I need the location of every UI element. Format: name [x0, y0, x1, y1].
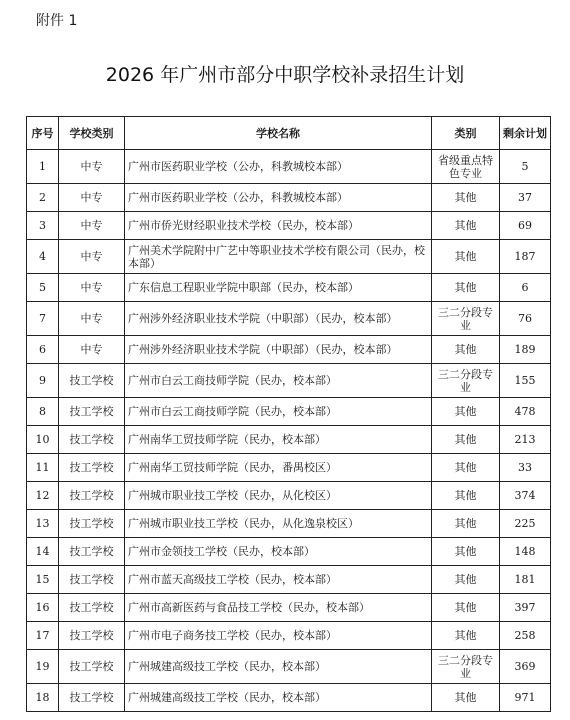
cell-remaining: 971 — [500, 684, 551, 712]
cell-category: 其他 — [432, 184, 500, 212]
cell-category: 其他 — [432, 538, 500, 566]
table-row — [27, 684, 551, 712]
cell-no: 2 — [27, 184, 59, 212]
cell-school-name: 广州市医药职业学校（公办，科教城校本部） — [125, 184, 432, 212]
cell-category: 其他 — [432, 454, 500, 482]
cell-remaining: 5 — [500, 150, 551, 184]
cell-remaining: 187 — [500, 240, 551, 274]
table-row — [27, 398, 551, 426]
cell-school-name: 广州涉外经济职业技术学院（中职部）（民办，校本部） — [125, 336, 432, 364]
table-row — [27, 336, 551, 364]
cell-no: 5 — [27, 274, 59, 302]
enrollment-plan-table — [26, 116, 551, 712]
cell-category: 其他 — [432, 274, 500, 302]
table-row — [27, 566, 551, 594]
cell-school-type: 中专 — [59, 302, 125, 336]
cell-category: 其他 — [432, 240, 500, 274]
cell-remaining: 6 — [500, 274, 551, 302]
cell-school-name: 广州市白云工商技师学院（民办，校本部） — [125, 364, 432, 398]
table-row — [27, 302, 551, 336]
cell-category: 三二分段专业 — [432, 364, 500, 398]
table-row — [27, 650, 551, 684]
cell-remaining: 69 — [500, 212, 551, 240]
table-header-row — [27, 117, 551, 150]
cell-category: 三二分段专业 — [432, 302, 500, 336]
table-row — [27, 274, 551, 302]
cell-remaining: 397 — [500, 594, 551, 622]
cell-remaining: 213 — [500, 426, 551, 454]
cell-category: 其他 — [432, 398, 500, 426]
cell-no: 4 — [27, 240, 59, 274]
cell-school-type: 技工学校 — [59, 398, 125, 426]
cell-school-type: 中专 — [59, 336, 125, 364]
cell-remaining: 155 — [500, 364, 551, 398]
cell-remaining: 148 — [500, 538, 551, 566]
cell-category: 其他 — [432, 622, 500, 650]
cell-school-name: 广州市金领技工学校（民办，校本部） — [125, 538, 432, 566]
cell-school-type: 中专 — [59, 240, 125, 274]
cell-category: 其他 — [432, 426, 500, 454]
header-category: 类别 — [432, 117, 500, 150]
cell-no: 10 — [27, 426, 59, 454]
table-body — [27, 150, 551, 712]
cell-remaining: 369 — [500, 650, 551, 684]
cell-no: 9 — [27, 364, 59, 398]
cell-no: 3 — [27, 212, 59, 240]
cell-remaining: 189 — [500, 336, 551, 364]
cell-school-name: 广州市高新医药与食品技工学校（民办，校本部） — [125, 594, 432, 622]
cell-school-type: 技工学校 — [59, 594, 125, 622]
table-row — [27, 594, 551, 622]
cell-school-name: 广东信息工程职业学院中职部（民办，校本部） — [125, 274, 432, 302]
cell-school-name: 广州市电子商务技工学校（民办，校本部） — [125, 622, 432, 650]
cell-school-type: 技工学校 — [59, 684, 125, 712]
cell-no: 16 — [27, 594, 59, 622]
cell-school-type: 技工学校 — [59, 566, 125, 594]
cell-no: 6 — [27, 336, 59, 364]
cell-school-type: 技工学校 — [59, 426, 125, 454]
attachment-label: 附件 1 — [36, 13, 78, 29]
header-school-name: 学校名称 — [125, 117, 432, 150]
cell-no: 12 — [27, 482, 59, 510]
cell-no: 14 — [27, 538, 59, 566]
table-row — [27, 184, 551, 212]
cell-school-name: 广州城市职业技工学校（民办，从化逸泉校区） — [125, 510, 432, 538]
cell-school-type: 技工学校 — [59, 510, 125, 538]
table-row — [27, 510, 551, 538]
cell-school-type: 技工学校 — [59, 364, 125, 398]
header-remaining: 剩余计划 — [500, 117, 551, 150]
cell-category: 其他 — [432, 336, 500, 364]
cell-no: 17 — [27, 622, 59, 650]
cell-no: 11 — [27, 454, 59, 482]
cell-remaining: 478 — [500, 398, 551, 426]
table-row — [27, 212, 551, 240]
cell-school-name: 广州南华工贸技师学院（民办，番禺校区） — [125, 454, 432, 482]
cell-school-name: 广州市医药职业学校（公办，科教城校本部） — [125, 150, 432, 184]
header-no: 序号 — [27, 117, 59, 150]
cell-no: 15 — [27, 566, 59, 594]
cell-school-name: 广州市侨光财经职业技术学校（民办，校本部） — [125, 212, 432, 240]
table-row — [27, 538, 551, 566]
cell-school-type: 中专 — [59, 212, 125, 240]
cell-category: 其他 — [432, 510, 500, 538]
cell-remaining: 181 — [500, 566, 551, 594]
cell-school-name: 广州城市职业技工学校（民办，从化校区） — [125, 482, 432, 510]
table-row — [27, 240, 551, 274]
table-row — [27, 364, 551, 398]
cell-category: 其他 — [432, 566, 500, 594]
table-row — [27, 482, 551, 510]
cell-no: 13 — [27, 510, 59, 538]
table-row — [27, 454, 551, 482]
table-row — [27, 622, 551, 650]
cell-school-name: 广州涉外经济职业技术学院（中职部）（民办，校本部） — [125, 302, 432, 336]
cell-no: 18 — [27, 684, 59, 712]
cell-remaining: 258 — [500, 622, 551, 650]
cell-school-type: 技工学校 — [59, 454, 125, 482]
table-row — [27, 426, 551, 454]
cell-school-name: 广州南华工贸技师学院（民办，校本部） — [125, 426, 432, 454]
cell-no: 19 — [27, 650, 59, 684]
cell-remaining: 37 — [500, 184, 551, 212]
cell-school-type: 技工学校 — [59, 650, 125, 684]
cell-category: 三二分段专业 — [432, 650, 500, 684]
cell-category: 其他 — [432, 594, 500, 622]
cell-category: 其他 — [432, 684, 500, 712]
cell-no: 1 — [27, 150, 59, 184]
cell-remaining: 225 — [500, 510, 551, 538]
header-school-type: 学校类别 — [59, 117, 125, 150]
cell-school-name: 广州城建高级技工学校（民办，校本部） — [125, 684, 432, 712]
cell-school-type: 中专 — [59, 150, 125, 184]
cell-no: 8 — [27, 398, 59, 426]
cell-school-type: 技工学校 — [59, 538, 125, 566]
cell-remaining: 33 — [500, 454, 551, 482]
page-title: 2026 年广州市部分中职学校补录招生计划 — [105, 64, 465, 86]
cell-category: 省级重点特色专业 — [432, 150, 500, 184]
cell-school-name: 广州市白云工商技师学院（民办，校本部） — [125, 398, 432, 426]
cell-category: 其他 — [432, 212, 500, 240]
cell-school-name: 广州市蓝天高级技工学校（民办，校本部） — [125, 566, 432, 594]
cell-school-type: 中专 — [59, 184, 125, 212]
table-row — [27, 150, 551, 184]
cell-school-type: 中专 — [59, 274, 125, 302]
cell-category: 其他 — [432, 482, 500, 510]
cell-school-name: 广州城建高级技工学校（民办，校本部） — [125, 650, 432, 684]
cell-remaining: 76 — [500, 302, 551, 336]
cell-school-type: 技工学校 — [59, 482, 125, 510]
cell-remaining: 374 — [500, 482, 551, 510]
cell-school-name: 广州美术学院附中广艺中等职业技术学校有限公司（民办，校本部） — [125, 240, 432, 274]
cell-school-type: 技工学校 — [59, 622, 125, 650]
cell-no: 7 — [27, 302, 59, 336]
